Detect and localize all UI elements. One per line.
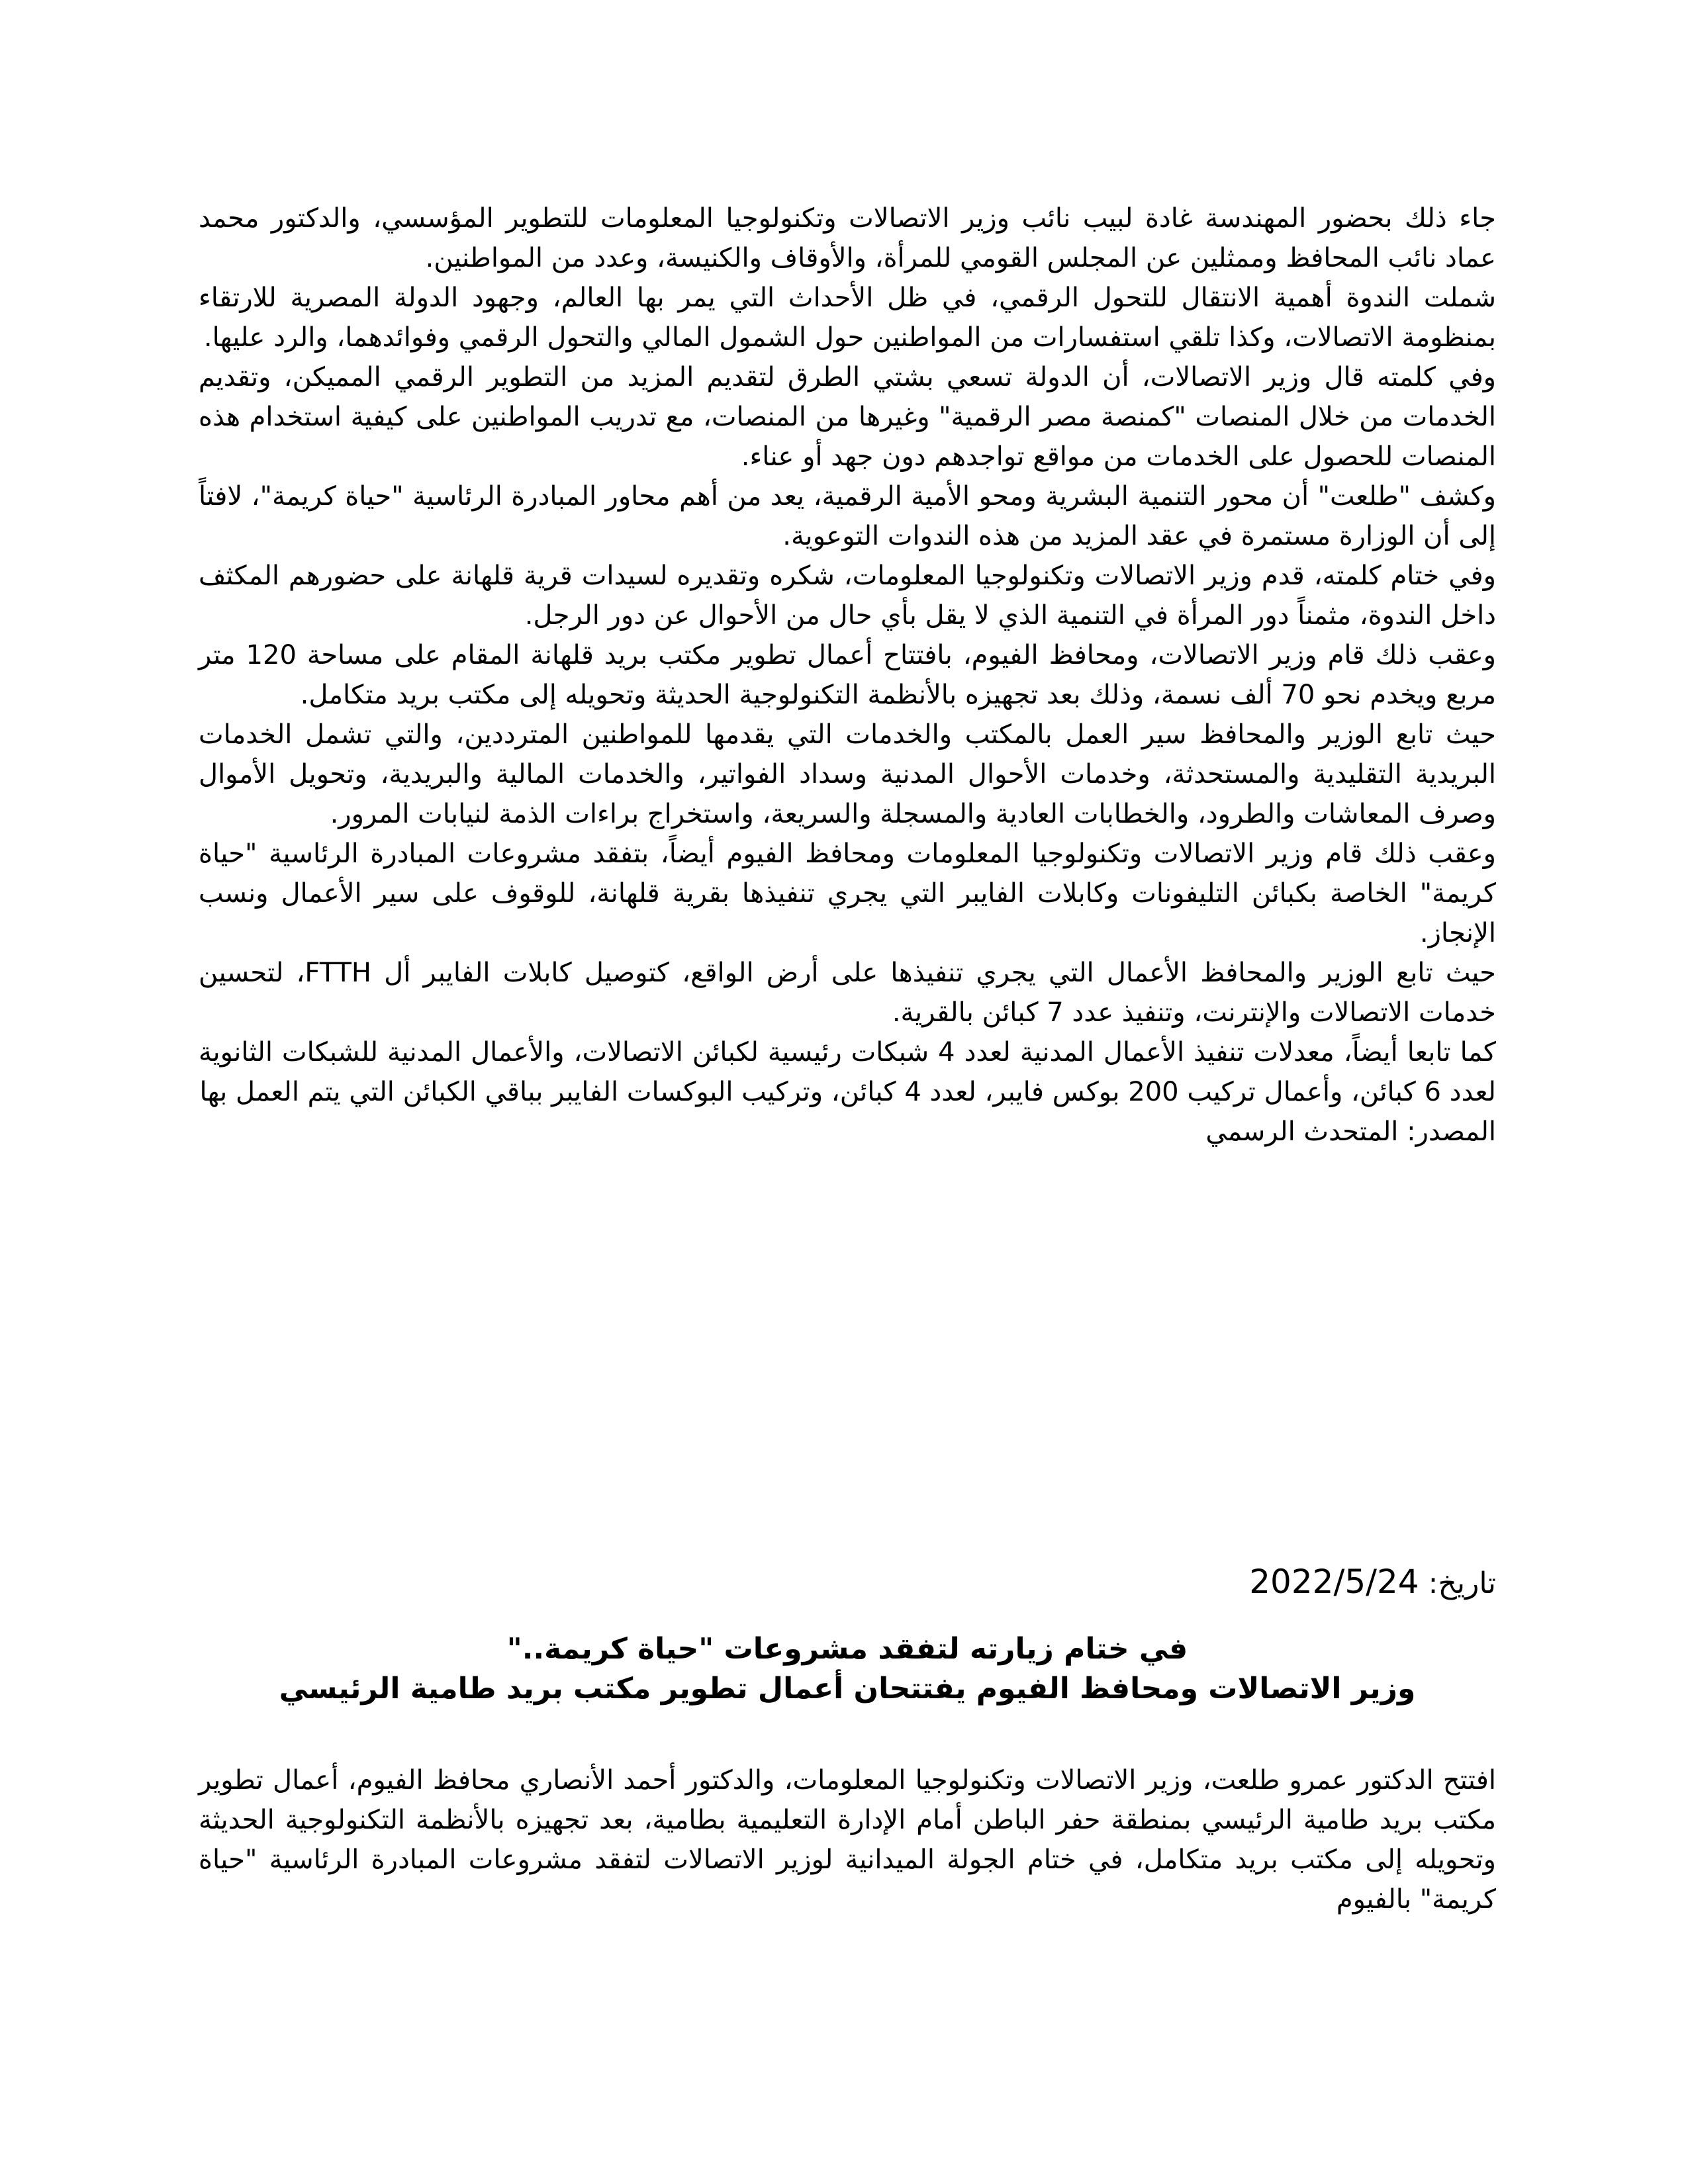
date-line bbox=[199, 1562, 1496, 1604]
paragraph-post-office-opening: وعقب ذلك قام وزير الاتصالات، ومحافظ الفيوم، بافتتاح أعمال تطوير مكتب بريد قلهانة المقام على مساحة 120 متر مربع ويخدم نحو 70 ألف نسمة، وذلك بعد تجهيزه بالأنظمة التكنولوجية الحديثة وتحويله إلى مكتب بريد متكامل. bbox=[199, 640, 1496, 710]
paragraph-fiber-works: حيث تابع الوزير والمحافظ الأعمال التي يجري تنفيذها على أرض الواقع، كتوصيل كابلات الفايبر أل FTTH، لتحسين خدمات الاتصالات والإنترنت، وتنفيذ عدد 7 كبائن بالقرية. bbox=[199, 958, 1496, 1028]
paragraph-intro: افتتح الدكتور عمرو طلعت، وزير الاتصالات وتكنولوجيا المعلومات، والدكتور أحمد الأنصاري محافظ الفيوم، أعمال تطوير مكتب بريد طامية الرئيسي بمنطقة حفر الباطن أمام الإدارة التعليمية بطامية، بعد تجهيزه بالأنظمة التكنولوجية الحديثة وتحويله إلى مكتب بريد متكامل، في ختام الجولة الميدانية لوزير الاتصالات لتفقد مشروعات المبادرة الرئاسية "حياة كريمة" بالفيوم bbox=[199, 1765, 1496, 1915]
paragraph-initiative-inspection: وعقب ذلك قام وزير الاتصالات وتكنولوجيا المعلومات ومحافظ الفيوم أيضاً، بتفقد مشروعات المبادرة الرئاسية "حياة كريمة" الخاصة بكبائن التليفونات وكابلات الفايبر التي يجري تنفيذها بقرية قلهانة، للوقوف على سير الأعمال ونسب الإنجاز. bbox=[199, 839, 1496, 948]
article-headline bbox=[199, 1629, 1496, 1709]
paragraph-post-office-services: حيث تابع الوزير والمحافظ سير العمل بالمكتب والخدمات التي يقدمها للمواطنين المترددين، والتي تشمل الخدمات البريدية التقليدية والمستحدثة، وخدمات الأحوال المدنية وسداد الفواتير، والخدمات المالية والبريدية، وتحويل الأموال وصرف المعاشات والطرود، والخطابات العادية والمسجلة والسريعة، واستخراج براءات الذمة لنيابات المرور. bbox=[199, 719, 1496, 829]
paragraph-attendance: جاء ذلك بحضور المهندسة غادة لبيب نائب وزير الاتصالات وتكنولوجيا المعلومات للتطوير المؤسسي، والدكتور محمد عماد نائب المحافظ وممثلين عن المجلس القومي للمرأة، والأوقاف والكنيسة، وعدد من المواطنين. bbox=[199, 203, 1496, 273]
date-value: 2022/5/24 bbox=[1249, 1563, 1419, 1601]
paragraph-source: المصدر: المتحدث الرسمي bbox=[1205, 1116, 1496, 1147]
headline-line-1: في ختام زيارته لتفقد مشروعات "حياة كريمة.." bbox=[506, 1632, 1188, 1666]
paragraph-closing-thanks: وفي ختام كلمته، قدم وزير الاتصالات وتكنولوجيا المعلومات، شكره وتقديره لسيدات قرية قلهانة على حضورهم المكثف داخل الندوة، مثمناً دور المرأة في التنمية الذي لا يقل بأي حال من الأحوال عن دور الرجل. bbox=[199, 561, 1496, 631]
paragraph-human-development: وكشف "طلعت" أن محور التنمية البشرية ومحو الأمية الرقمية، يعد من أهم محاور المبادرة الرئاسية "حياة كريمة"، لافتاً إلى أن الوزارة مستمرة في عقد المزيد من هذه الندوات التوعوية. bbox=[199, 481, 1496, 551]
article-body bbox=[199, 199, 1496, 1152]
paragraph-minister-speech: وفي كلمته قال وزير الاتصالات، أن الدولة تسعي بشتي الطرق لتقديم المزيد من التطوير الرقمي المميكن، وتقديم الخدمات من خلال المنصات "كمنصة مصر الرقمية" وغيرها من المنصات، مع تدريب المواطنين على كيفية استخدام هذه المنصات للحصول على الخدمات من مواقع تواجدهم دون جهد أو عناء. bbox=[199, 362, 1496, 472]
article-intro bbox=[199, 1760, 1496, 1919]
paragraph-seminar-topics: شملت الندوة أهمية الانتقال للتحول الرقمي، في ظل الأحداث التي يمر بها العالم، وجهود الدولة المصرية للارتقاء بمنظومة الاتصالات، وكذا تلقي استفسارات من المواطنين حول الشمول المالي والتحول الرقمي وفوائدهما، والرد عليها. bbox=[199, 283, 1496, 353]
headline-line-2: وزير الاتصالات ومحافظ الفيوم يفتتحان أعمال تطوير مكتب بريد طامية الرئيسي bbox=[279, 1672, 1416, 1706]
date-label: تاريخ: bbox=[1428, 1567, 1496, 1600]
paragraph-civil-works: كما تابعا أيضاً، معدلات تنفيذ الأعمال المدنية لعدد 4 شبكات رئيسية لكبائن الاتصالات، والأعمال المدنية للشبكات الثانوية لعدد 6 كبائن، وأعمال تركيب 200 بوكس فايبر، لعدد 4 كبائن، وتركيب البوكسات الفايبر بباقي الكبائن التي يتم العمل بها bbox=[199, 1037, 1496, 1107]
